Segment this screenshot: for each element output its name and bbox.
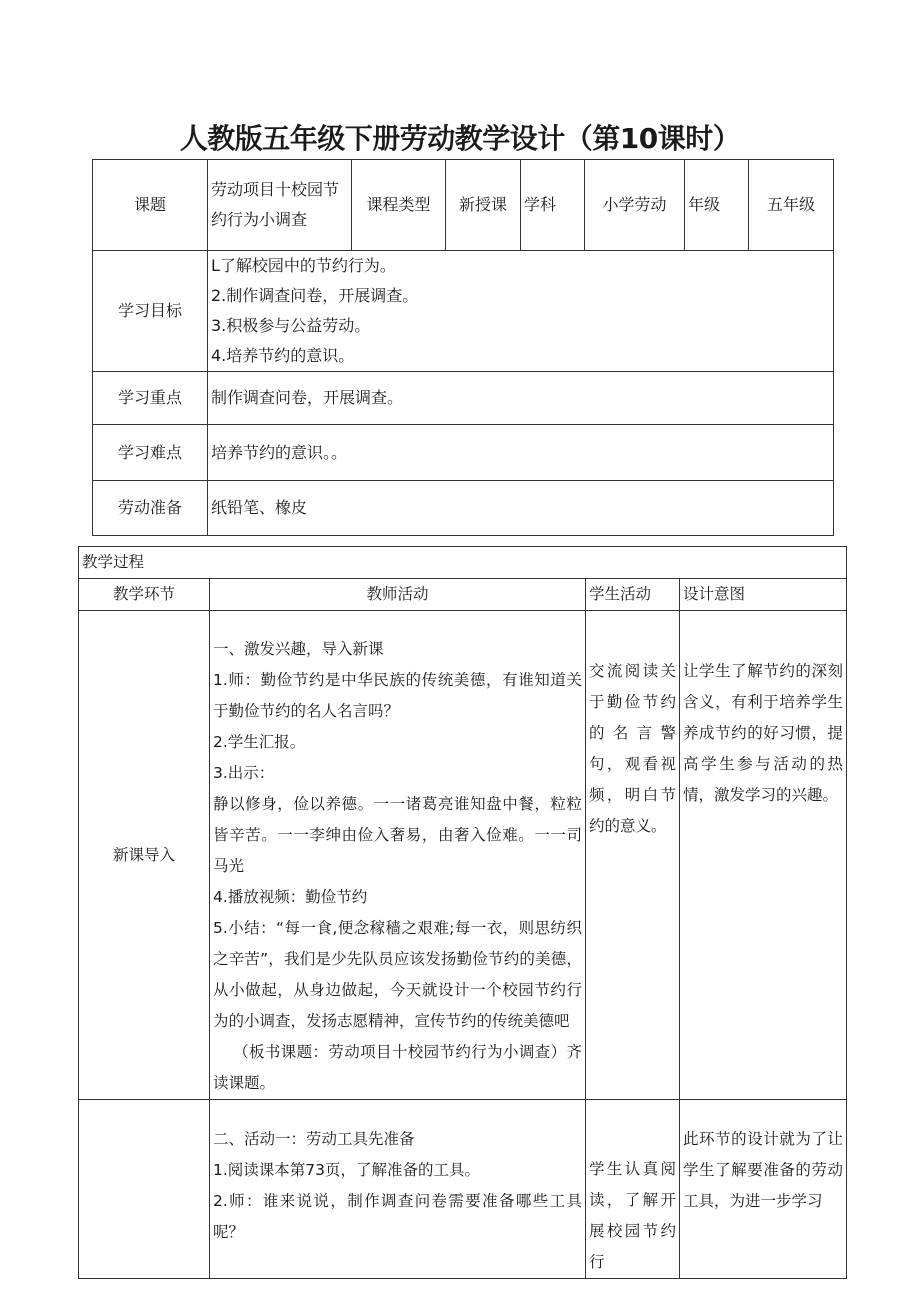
key-point-value: 制作调查问卷，开展调查。 [208,372,834,425]
key-point-label: 学习重点 [93,372,208,425]
grade-label: 年级 [685,160,749,251]
page-title: 人教版五年级下册劳动教学设计（第10课时） [179,122,741,155]
teacher-line: 2.师：谁来说说，制作调查问卷需要准备哪些工具呢？ [213,1192,582,1241]
subject-label: 学科 [521,160,585,251]
teacher-line: 1.阅读课本第73页，了解准备的工具。 [213,1161,481,1179]
teacher-line: 2.学生汇报。 [213,733,306,751]
teacher-line: 二、活动一：劳动工具先准备 [213,1130,415,1148]
goal-item: L了解校园中的节约行为。 [211,256,396,275]
header-student: 学生活动 [586,579,680,611]
preparation-value: 纸铅笔、橡皮 [208,481,834,536]
header-teacher: 教师活动 [210,579,586,611]
topic-label: 课题 [93,160,208,251]
goal-item: 3.积极参与公益劳动。 [211,316,371,335]
teaching-process-table [78,546,847,1279]
design-intent: 此环节的设计就为了让学生了解要准备的劳动工具，为进一步学习 [680,1100,847,1279]
difficulty-value: 培养节约的意识。。 [208,425,834,481]
goals-list [208,251,834,372]
goals-label: 学习目标 [93,251,208,372]
process-heading: 教学过程 [79,547,847,579]
difficulty-label: 学习难点 [93,425,208,481]
course-type-value: 新授课 [446,160,521,251]
teacher-line: 5.小结：“每一食,便念稼穑之艰难;每一衣，则思纺织之辛苦”，我们是少先队员应该发扬勤俭节约的美德，从小做起，从身边做起，今天就设计一个校园节约行为的小调查，发扬志愿精神，宣传节约的传统美德吧 [213,919,582,1030]
teacher-line: 3.出示： [213,764,275,782]
header-stage: 教学环节 [79,579,210,611]
teacher-line: （板书课题：劳动项目十校园节约行为小调查）齐读课题。 [213,1043,582,1092]
preparation-label: 劳动准备 [93,481,208,536]
goal-item: 2.制作调查问卷，开展调查。 [211,286,419,305]
teacher-activity [210,1100,586,1279]
stage-cell: 新课导入 [79,611,210,1100]
header-intent: 设计意图 [680,579,847,611]
lesson-info-table [92,159,834,536]
stage-cell [79,1100,210,1279]
course-type-label: 课程类型 [352,160,446,251]
student-activity: 学生认真阅读，了解开展校园节约行 [586,1100,680,1279]
goal-item: 4.培养节约的意识。 [211,346,355,365]
teacher-line: 1.师：勤俭节约是中华民族的传统美德，有谁知道关于勤俭节约的名人名言吗？ [213,671,582,720]
student-activity: 交流阅读关于勤俭节约的名言警句，观看视频，明白节约的意义。 [586,611,680,1100]
grade-value: 五年级 [749,160,834,251]
subject-value: 小学劳动 [585,160,685,251]
topic-value: 劳动项目十校园节约行为小调查 [208,160,352,251]
teacher-activity [210,611,586,1100]
teacher-line: 4.播放视频：勤俭节约 [213,888,368,906]
teacher-line: 一、激发兴趣，导入新课 [213,640,384,658]
teacher-line: 静以修身，俭以养德。一一诸葛亮谁知盘中餐，粒粒皆辛苦。一一李绅由俭入奢易，由奢入俭难。一一司马光 [213,795,582,875]
design-intent: 让学生了解节约的深刻含义，有利于培养学生养成节约的好习惯，提高学生参与活动的热情，激发学习的兴趣。 [680,611,847,1100]
